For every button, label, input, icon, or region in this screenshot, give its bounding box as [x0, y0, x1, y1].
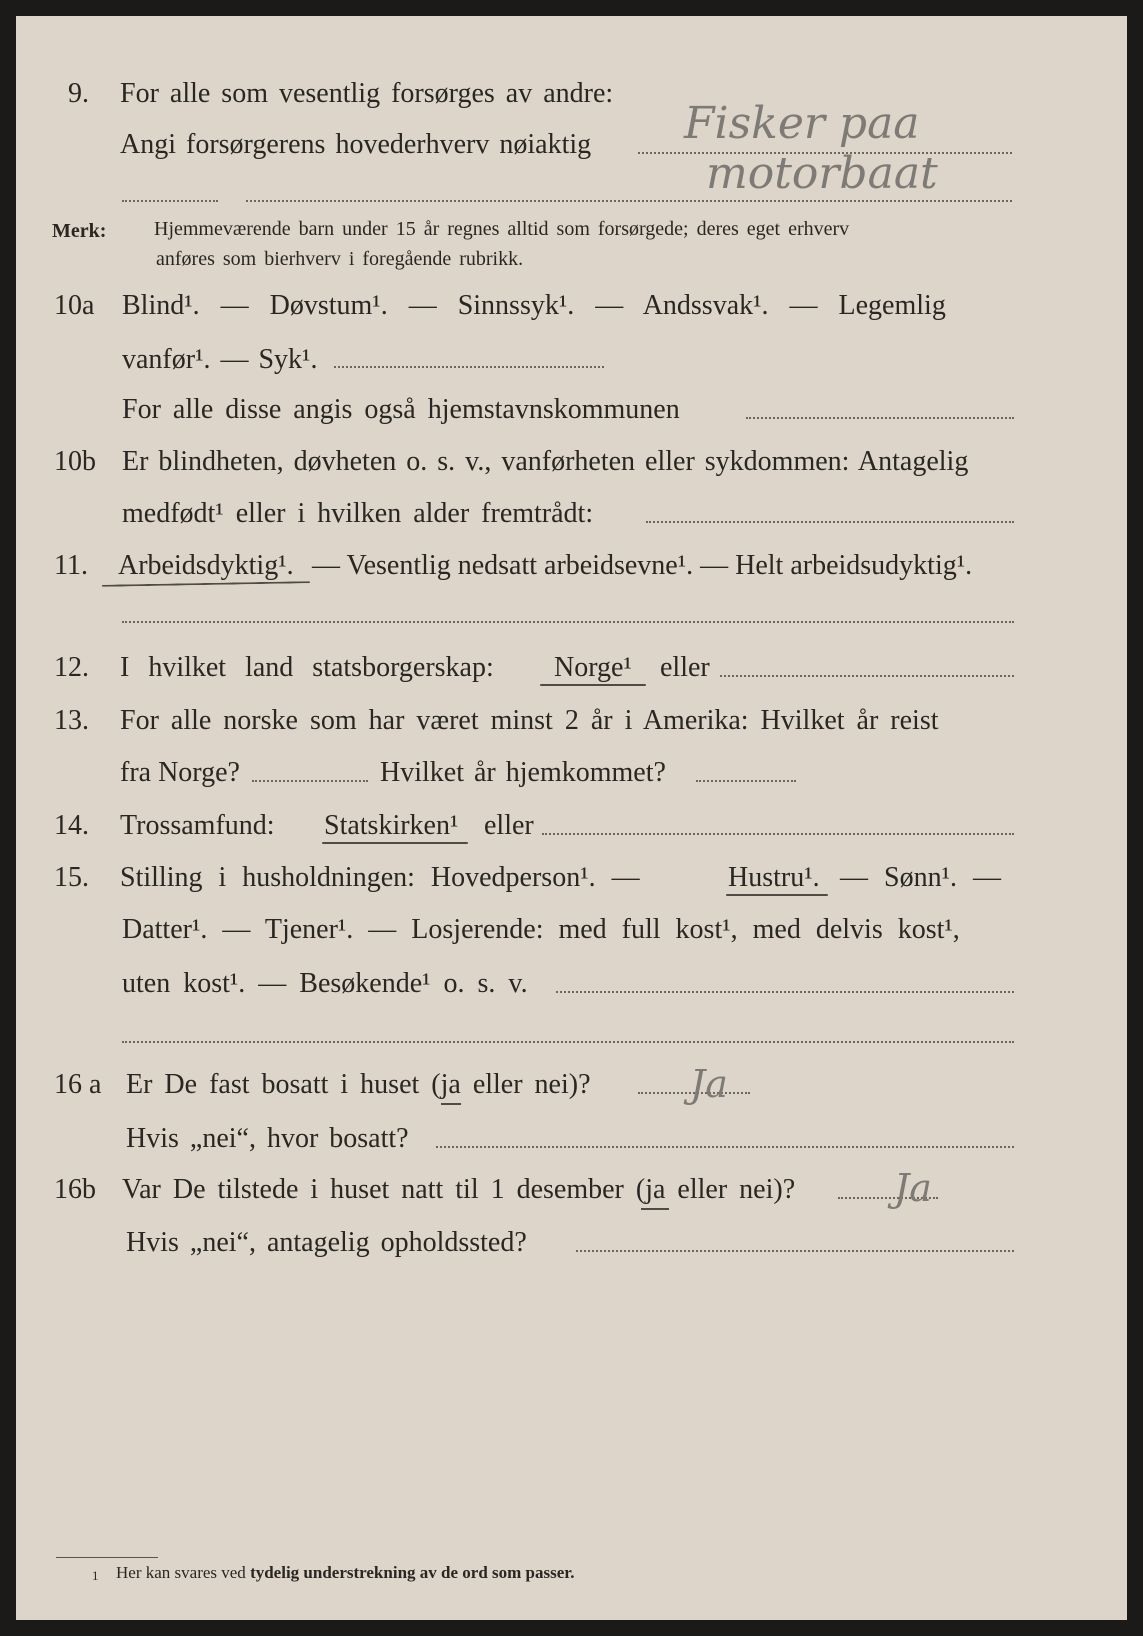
- footnote-marker: 1: [92, 1568, 99, 1583]
- q14-answer-line[interactable]: [542, 833, 1014, 835]
- q12-option-norway[interactable]: Norge¹: [554, 652, 632, 683]
- q16b-option-yes[interactable]: ja: [645, 1174, 665, 1205]
- q9-text-line2: Angi forsørgerens hovederhverv nøiaktig: [120, 129, 592, 160]
- q10b-number: 10b: [54, 446, 96, 477]
- census-form-page: [16, 16, 1127, 1620]
- q10b-text-line2: medfødt¹ eller i hvilken alder fremtrådt:: [122, 498, 594, 529]
- q15-text-line2: Datter¹. — Tjener¹. — Losjerende: med full kost¹, med delvis kost¹,: [122, 914, 960, 945]
- q9-handwritten-answer-line1: Fisker paa: [684, 98, 920, 149]
- q10b-text-line1: Er blindheten, døvheten o. s. v., vanførheten eller sykdommen: Antagelig: [122, 446, 969, 477]
- q16b-text-line2: Hvis „nei“, antagelig opholdssted?: [126, 1227, 527, 1258]
- q12-else-label: eller: [660, 652, 710, 683]
- footnote-rule: [56, 1557, 158, 1558]
- q15-extra-answer-line[interactable]: [122, 1041, 1014, 1043]
- q14-option-state-church[interactable]: Statskirken¹: [324, 810, 459, 841]
- q15-answer-line[interactable]: [556, 991, 1014, 993]
- q16a-question: Er De fast bosatt i huset (ja eller nei)?: [126, 1068, 591, 1102]
- q12-question: I hvilket land statsborgerskap:: [120, 652, 494, 683]
- q13-departure-answer-line[interactable]: [252, 780, 368, 782]
- q13-text-line1: For alle norske som har været minst 2 år i Amerika: Hvilket år reist: [120, 705, 939, 736]
- q11-other-options: — Vesentlig nedsatt arbeidsevne¹. — Helt arbeidsudyktig¹.: [312, 550, 973, 581]
- q11-number: 11.: [54, 550, 88, 581]
- q10a-text-line1: Blind¹. — Døvstum¹. — Sinnssyk¹. — Andssvak¹. — Legemlig: [122, 290, 946, 321]
- q15-text-line3: uten kost¹. — Besøkende¹ o. s. v.: [122, 968, 528, 999]
- q15-number: 15.: [54, 862, 89, 893]
- q15-option-wife[interactable]: Hustru¹.: [728, 862, 820, 893]
- q12-underline-mark: [540, 684, 646, 686]
- q9-number: 9.: [68, 78, 89, 109]
- q13-return-label: Hvilket år hjemkommet?: [380, 757, 666, 788]
- q16a-number: 16 a: [54, 1069, 102, 1100]
- q15-text-line1c: — Sønn¹. —: [840, 862, 1001, 893]
- q13-number: 13.: [54, 705, 89, 736]
- q10a-municipality-answer-line[interactable]: [746, 417, 1014, 419]
- q14-else-label: eller: [484, 810, 534, 841]
- q16b-whereabouts-answer-line[interactable]: [576, 1250, 1014, 1252]
- q14-number: 14.: [54, 810, 89, 841]
- q13-return-answer-line[interactable]: [696, 780, 796, 782]
- q15-text-line1a: Stilling i husholdningen: Hovedperson¹. —: [120, 862, 640, 893]
- note-text-line1: Hjemmeværende barn under 15 år regnes alltid som forsørgede; deres eget erhverv: [154, 218, 850, 240]
- q16a-text-line2: Hvis „nei“, hvor bosatt?: [126, 1123, 409, 1154]
- q16b-underline-mark: [641, 1208, 669, 1210]
- q9-handwritten-answer-line2: motorbaat: [706, 148, 938, 199]
- q16a-handwritten-answer: Ja: [690, 1062, 728, 1106]
- q12-number: 12.: [54, 652, 89, 683]
- q9-extra-line-b[interactable]: [246, 200, 1012, 202]
- q16a-underline-mark: [441, 1103, 461, 1105]
- q15-underline-mark: [726, 894, 828, 896]
- q10a-number: 10a: [54, 290, 95, 321]
- q11-answer-line[interactable]: [122, 621, 1014, 623]
- q14-question: Trossamfund:: [120, 810, 275, 841]
- q16b-handwritten-answer: Ja: [894, 1166, 932, 1210]
- q9-extra-line-a[interactable]: [122, 200, 218, 202]
- note-text-line2: anføres som bierhverv i foregående rubrikk.: [156, 248, 524, 270]
- q12-answer-line[interactable]: [720, 675, 1014, 677]
- q10a-sick-answer-line[interactable]: [334, 366, 604, 368]
- q10b-answer-line[interactable]: [646, 521, 1014, 523]
- q14-underline-mark: [322, 842, 468, 844]
- note-label: Merk:: [52, 220, 107, 242]
- q16a-residence-answer-line[interactable]: [436, 1146, 1014, 1148]
- footnote-text: Her kan svares ved tydelig understrekning av de ord som passer.: [116, 1563, 575, 1582]
- q10a-text-line2: vanfør¹. — Syk¹.: [122, 344, 318, 375]
- q10a-text-line3: For alle disse angis også hjemstavnskommunen: [122, 394, 680, 425]
- q9-text-line1: For alle som vesentlig forsørges av andre:: [120, 78, 614, 109]
- q16a-option-yes[interactable]: ja: [441, 1069, 461, 1100]
- q11-option-work-capable[interactable]: Arbeidsdyktig¹.: [118, 550, 294, 581]
- q13-departure-label: fra Norge?: [120, 757, 240, 788]
- q16b-question: Var De tilstede i huset natt til 1 desember (ja eller nei)?: [122, 1173, 795, 1207]
- q16b-number: 16b: [54, 1174, 96, 1205]
